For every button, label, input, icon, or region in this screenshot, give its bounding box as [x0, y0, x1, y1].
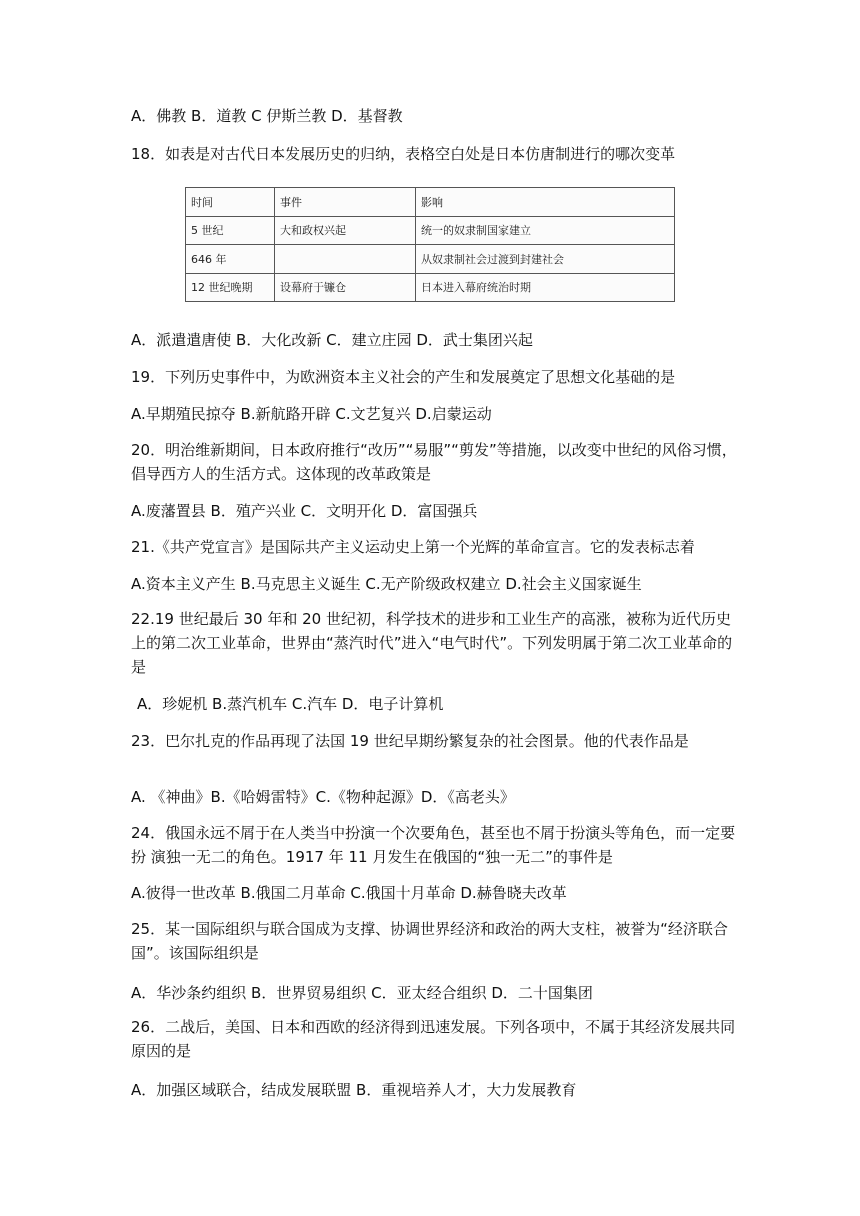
table-row — [186, 216, 675, 245]
q24-stem: 24．俄国永远不屑于在人类当中扮演一个次要角色，甚至也不屑于扮演头等角色，而一定要扮 演独一无二的角色。1917 年 11 月发生在俄国的“独一无二”的事件是 — [131, 824, 736, 866]
q25-options: A．华沙条约组织 B．世界贸易组织 C．亚太经合组织 D．二十国集团 — [131, 984, 593, 1002]
q20-stem: 20．明治维新期间，日本政府推行“改历”“易服”“剪发”等措施，以改变中世纪的风俗习惯，倡导西方人的生活方式。这体现的改革政策是 — [131, 441, 737, 483]
table-cell: 从奴隶制社会过渡到封建社会 — [416, 245, 675, 274]
q20-options: A.废藩置县 B．殖产兴业 C．文明开化 D．富国强兵 — [131, 502, 478, 520]
table-cell: 大和政权兴起 — [275, 216, 416, 245]
table-header: 时间 — [186, 188, 275, 217]
q17-options: A．佛教 B．道教 C 伊斯兰教 D．基督教 — [131, 107, 403, 125]
q19-stem: 19．下列历史事件中，为欧洲资本主义社会的产生和发展奠定了思想文化基础的是 — [131, 368, 676, 386]
table-header-row — [186, 188, 675, 217]
table-header: 影响 — [416, 188, 675, 217]
table-cell: 统一的奴隶制国家建立 — [416, 216, 675, 245]
table-header: 事件 — [275, 188, 416, 217]
q23-options: A. 《神曲》B.《哈姆雷特》C.《物种起源》D．《高老头》 — [131, 788, 515, 806]
table-cell: 设幕府于镰仓 — [275, 273, 416, 302]
q25-stem: 25．某一国际组织与联合国成为支撑、协调世界经济和政治的两大支柱，被誉为“经济联合 国”。该国际组织是 — [131, 920, 728, 962]
q23-stem: 23．巴尔扎克的作品再现了法国 19 世纪早期纷繁复杂的社会图景。他的代表作品是 — [131, 732, 689, 750]
table-row — [186, 245, 675, 274]
q19-options: A.早期殖民掠夺 B.新航路开辟 C.文艺复兴 D.启蒙运动 — [131, 405, 492, 423]
q21-options: A.资本主义产生 B.马克思主义诞生 C.无产阶级政权建立 D.社会主义国家诞生 — [131, 575, 642, 593]
history-table — [185, 187, 675, 302]
table-cell: 5 世纪 — [186, 216, 275, 245]
table-cell — [275, 245, 416, 274]
q26-options: A．加强区域联合，结成发展联盟 B．重视培养人才，大力发展教育 — [131, 1081, 577, 1099]
table-cell: 12 世纪晚期 — [186, 273, 275, 302]
table-row — [186, 273, 675, 302]
q22-options: A．珍妮机 B.蒸汽机车 C.汽车 D．电子计算机 — [137, 695, 444, 713]
q18-stem: 18．如表是对古代日本发展历史的归纳，表格空白处是日本仿唐制进行的哪次变革 — [131, 145, 676, 163]
q21-stem: 21.《共产党宣言》是国际共产主义运动史上第一个光辉的革命宣言。它的发表标志着 — [131, 538, 695, 556]
table-cell: 日本进入幕府统治时期 — [416, 273, 675, 302]
q26-stem: 26．二战后，美国、日本和西欧的经济得到迅速发展。下列各项中，不属于其经济发展共同原因的是 — [131, 1018, 736, 1060]
q24-options: A.彼得一世改革 B.俄国二月革命 C.俄国十月革命 D.赫鲁晓夫改革 — [131, 884, 567, 902]
q18-options: A．派遣遣唐使 B．大化改新 C．建立庄园 D．武士集团兴起 — [131, 331, 533, 349]
table-cell: 646 年 — [186, 245, 275, 274]
q22-stem: 22.19 世纪最后 30 年和 20 世纪初，科学技术的进步和工业生产的高涨，被称为近代历史上的第二次工业革命，世界由“蒸汽时代”进入“电气时代”。下列发明属于第二次工业革命的是 — [131, 610, 733, 676]
